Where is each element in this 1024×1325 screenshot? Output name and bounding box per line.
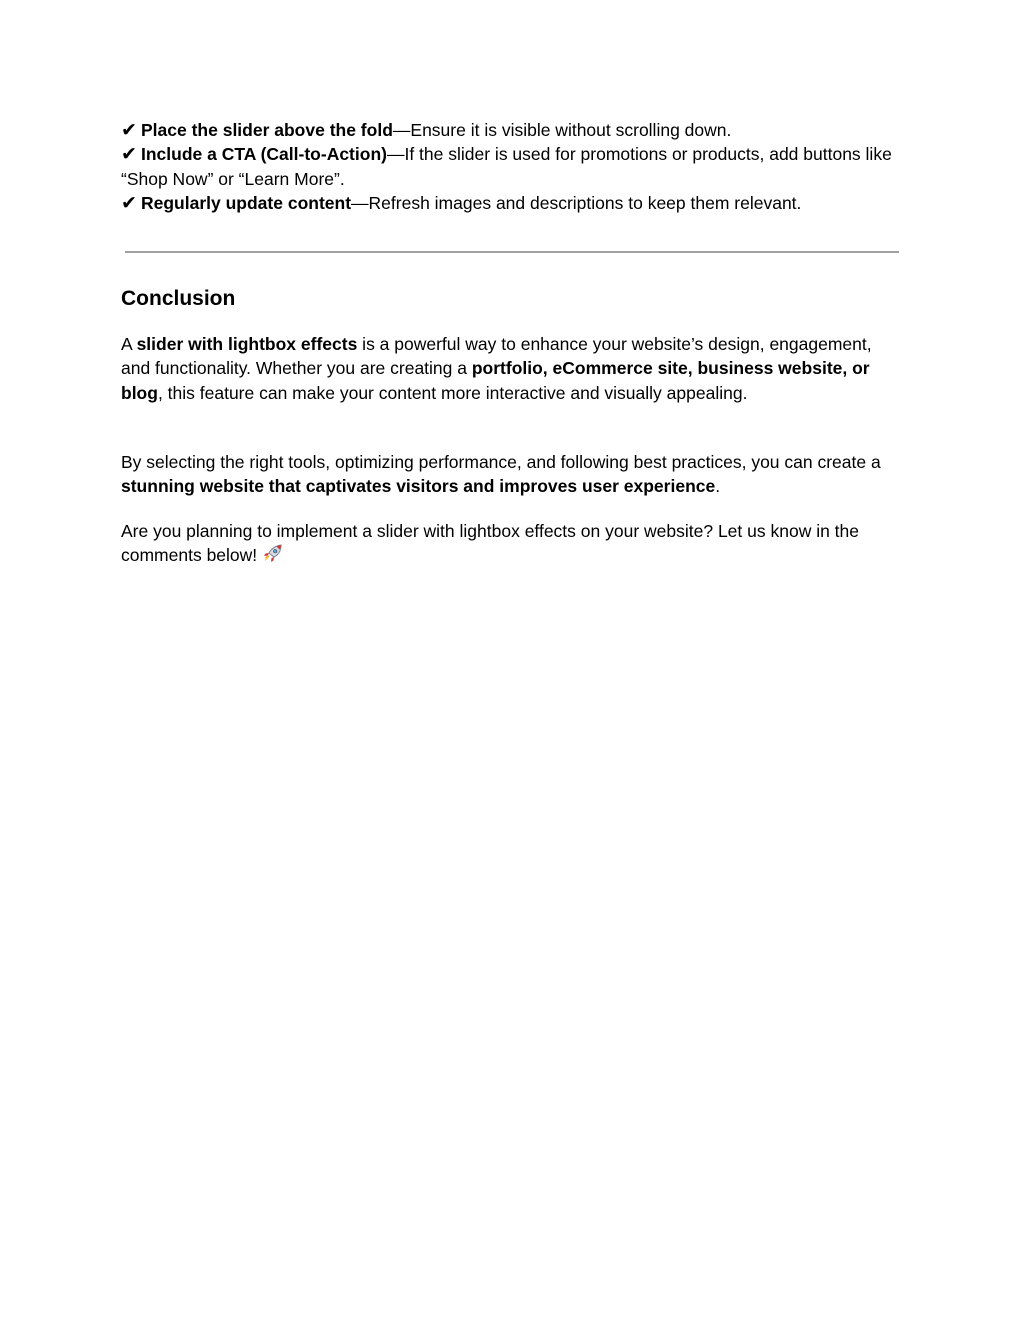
- conclusion-paragraph-1: [121, 332, 901, 405]
- checkmark-icon: ✔: [121, 119, 137, 141]
- bold-run: portfolio, eCommerce site, business website, or blog: [121, 358, 870, 403]
- tip-cta: [121, 142, 901, 191]
- conclusion-paragraph-2: [121, 450, 901, 499]
- tip-text: —Ensure it is visible without scrolling down.: [392, 120, 732, 140]
- rocket-icon: [262, 544, 284, 564]
- bold-run: stunning website that captivates visitors and improves user experience: [121, 476, 716, 497]
- tip-title: Include a CTA (Call-to-Action): [141, 144, 387, 165]
- text-run: is a powerful way to enhance your website’s design, engagement, and functionality. Whether you are creating a: [121, 334, 872, 379]
- checkmark-icon: ✔: [121, 191, 137, 214]
- text-run: Are you planning to implement a slider with lightbox effects on your website? Let us know in the comments below!: [121, 521, 860, 566]
- tip-title: Place the slider above the fold: [141, 120, 393, 140]
- conclusion-paragraph-3: [121, 519, 901, 568]
- text-run: .: [715, 476, 721, 497]
- conclusion-heading: Conclusion: [121, 287, 236, 310]
- tip-text: —Refresh images and descriptions to keep them relevant.: [351, 192, 802, 213]
- tip-title: Regularly update content: [141, 192, 352, 213]
- best-practice-list: [121, 118, 901, 215]
- tip-update-content: [121, 191, 901, 215]
- tip-above-fold: [121, 118, 901, 142]
- text-run: A: [121, 334, 137, 354]
- checkmark-icon: ✔: [121, 143, 137, 166]
- document-page: [121, 118, 901, 566]
- text-run: By selecting the right tools, optimizing performance, and following best practices, you can create a: [121, 452, 881, 472]
- bold-run: slider with lightbox effects: [136, 334, 358, 354]
- tip-text: —If the slider is used for promotions or products, add buttons like “Shop Now” or “Learn More”.: [121, 144, 892, 189]
- horizontal-divider: [125, 251, 899, 253]
- text-run: , this feature can make your content more interactive and visually appealing.: [157, 382, 748, 403]
